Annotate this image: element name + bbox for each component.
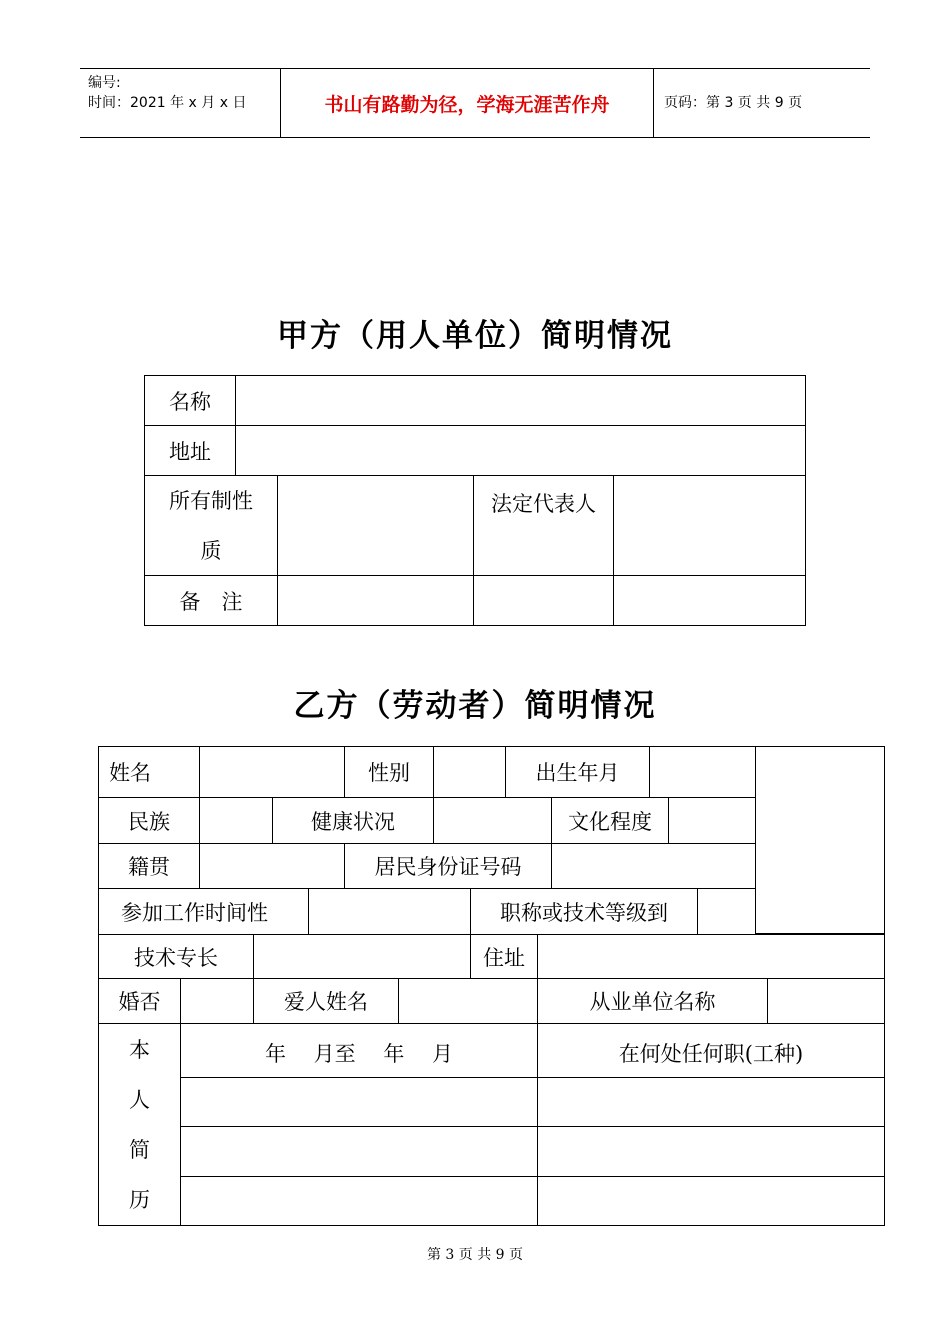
- party-b-gender-label: 性别: [344, 746, 434, 798]
- party-b-origin-field[interactable]: [199, 843, 345, 889]
- party-b-title-level-field[interactable]: [697, 888, 756, 935]
- resume-char-1: 本: [129, 1037, 150, 1062]
- party-a-legal-rep-field[interactable]: [613, 475, 806, 576]
- resume-char-4: 历: [129, 1187, 150, 1212]
- party-b-gender-field[interactable]: [433, 746, 506, 798]
- party-b-birth-label: 出生年月: [505, 746, 650, 798]
- party-b-position-header: 在何处任何职(工种): [537, 1023, 885, 1078]
- resume-position-field-1[interactable]: [537, 1077, 885, 1127]
- party-b-id-label: 居民身份证号码: [344, 843, 552, 889]
- party-b-education-field[interactable]: [668, 797, 756, 844]
- party-b-title: 乙方（劳动者）简明情况: [293, 688, 657, 724]
- time-label: 时间：2021 年 x 月 x 日: [88, 95, 247, 111]
- party-b-married-field[interactable]: [180, 978, 254, 1024]
- party-a-ownership-field[interactable]: [277, 475, 474, 576]
- party-b-photo-box: [755, 746, 885, 934]
- party-a-name-field[interactable]: [235, 375, 806, 426]
- party-a-remarks-label: 备 注: [144, 575, 278, 626]
- party-b-title-level-label: 职称或技术等级到: [470, 888, 698, 935]
- ownership-label-line1: 所有制性: [169, 488, 253, 513]
- resume-char-2: 人: [129, 1087, 150, 1112]
- party-a-address-field[interactable]: [235, 425, 806, 476]
- party-b-skill-label: 技术专长: [98, 934, 254, 979]
- party-b-ethnicity-field[interactable]: [199, 797, 273, 844]
- party-b-resume-label: [98, 1023, 181, 1226]
- resume-position-field-2[interactable]: [537, 1126, 885, 1177]
- party-b-ethnicity-label: 民族: [98, 797, 200, 844]
- party-a-remarks-field-1[interactable]: [277, 575, 474, 626]
- ownership-label-line2: 质: [200, 538, 222, 563]
- party-b-address-field[interactable]: [537, 934, 885, 979]
- party-b-spouse-field[interactable]: [398, 978, 538, 1024]
- party-a-title: 甲方（用人单位）简明情况: [277, 318, 673, 354]
- party-a-remarks-field-2[interactable]: [473, 575, 614, 626]
- party-b-employer-label: 从业单位名称: [537, 978, 768, 1024]
- header-meta: [80, 69, 280, 137]
- document-header: [80, 68, 870, 138]
- resume-period-field-3[interactable]: [180, 1176, 538, 1226]
- party-b-birth-field[interactable]: [649, 746, 756, 798]
- party-b-origin-label: 籍贯: [98, 843, 200, 889]
- party-b-id-field[interactable]: [551, 843, 756, 889]
- party-b-employer-field[interactable]: [767, 978, 885, 1024]
- party-a-legal-rep-label: 法定代表人: [473, 475, 614, 576]
- header-page-number: 页码：第 3 页 共 9 页: [664, 95, 803, 111]
- party-a-ownership-label: [144, 475, 278, 576]
- resume-period-field-2[interactable]: [180, 1126, 538, 1177]
- party-a-address-label: 地址: [144, 425, 236, 476]
- party-b-health-field[interactable]: [433, 797, 552, 844]
- party-b-work-start-label: 参加工作时间性: [98, 888, 309, 935]
- party-b-skill-field[interactable]: [253, 934, 471, 979]
- party-b-name-field[interactable]: [199, 746, 345, 798]
- party-b-address-label: 住址: [470, 934, 538, 979]
- resume-period-field-1[interactable]: [180, 1077, 538, 1127]
- party-b-married-label: 婚否: [98, 978, 181, 1024]
- party-b-period-header: 年 月至 年 月: [180, 1023, 538, 1078]
- party-b-health-label: 健康状况: [272, 797, 434, 844]
- party-a-name-label: 名称: [144, 375, 236, 426]
- code-label: 编号:: [88, 75, 121, 91]
- party-b-name-label: 姓名: [98, 746, 200, 798]
- party-b-work-start-field[interactable]: [308, 888, 471, 935]
- resume-char-3: 简: [129, 1137, 150, 1162]
- party-b-education-label: 文化程度: [551, 797, 669, 844]
- party-b-spouse-label: 爱人姓名: [253, 978, 399, 1024]
- header-motto: 书山有路勤为径，学海无涯苦作舟: [280, 69, 654, 137]
- page-footer: 第 3 页 共 9 页: [426, 1247, 524, 1263]
- party-a-remarks-field-3[interactable]: [613, 575, 806, 626]
- resume-position-field-3[interactable]: [537, 1176, 885, 1226]
